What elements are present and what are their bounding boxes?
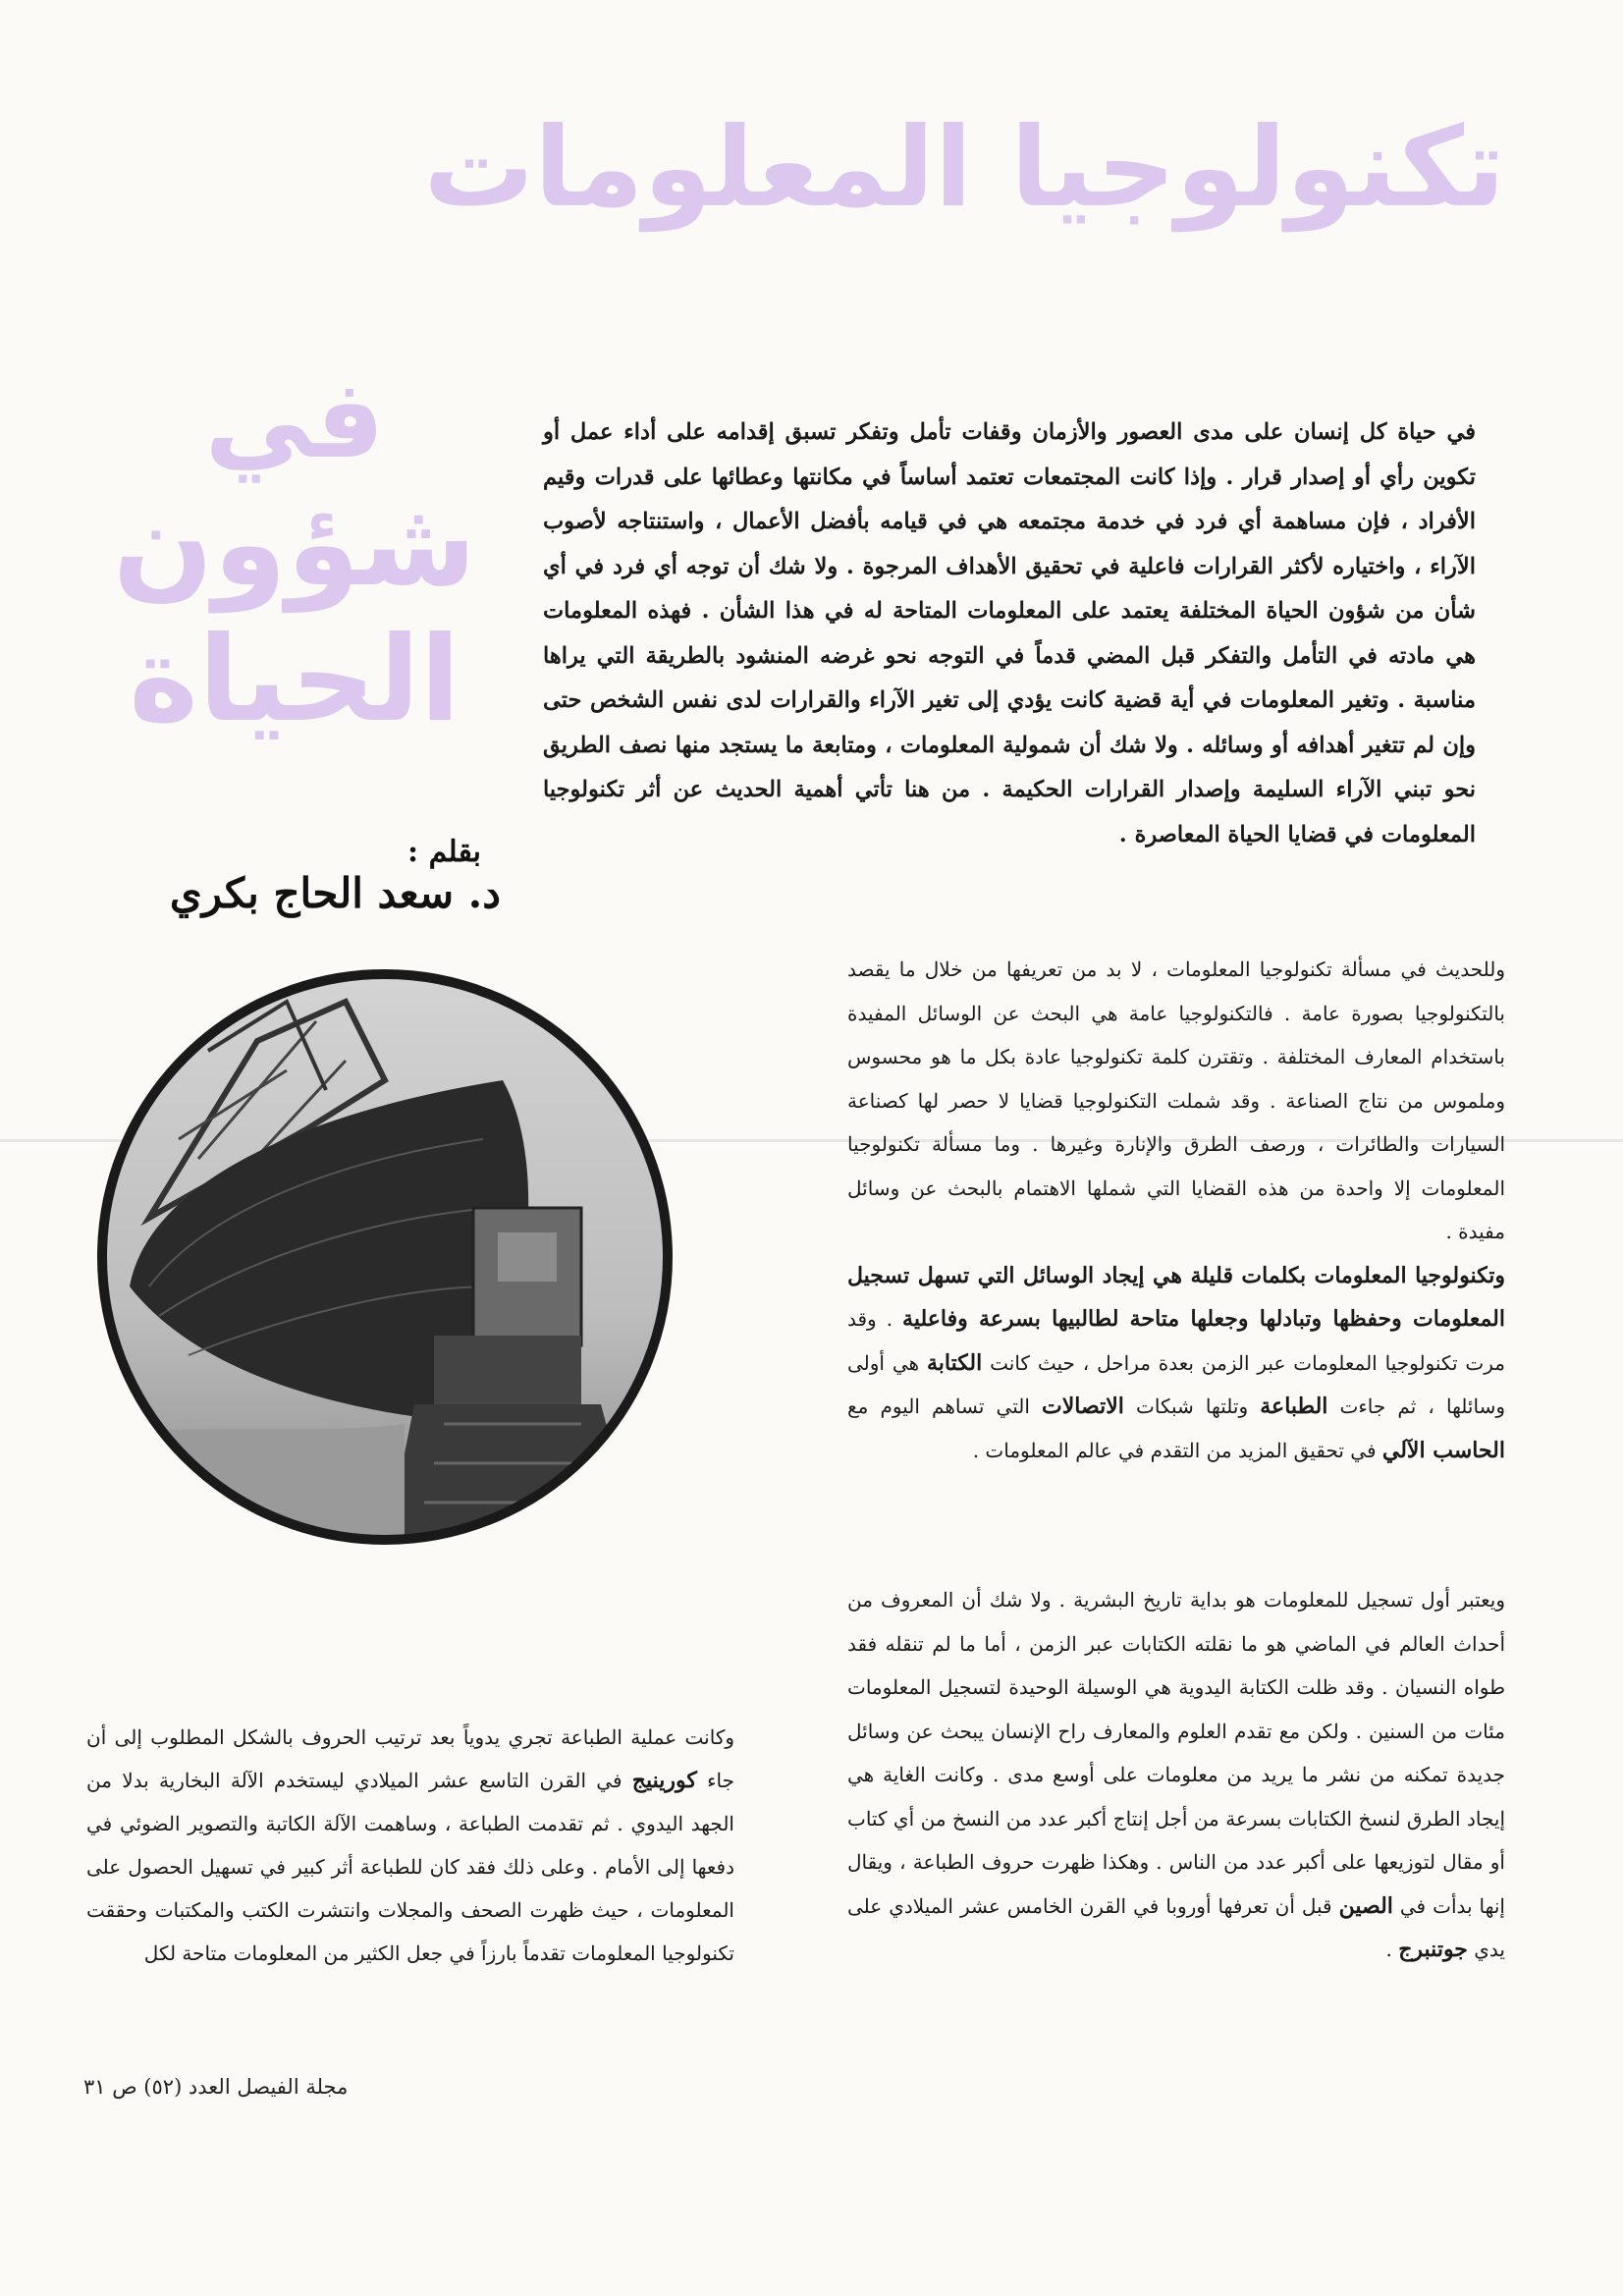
text-run: . وقد مرت تكنولوجيا المعلومات عبر الزمن بعدة مراحل ، حيث كانت bbox=[847, 1307, 1505, 1375]
byline-label: بقلم : bbox=[407, 835, 481, 869]
text-run: وتلتها شبكات bbox=[1123, 1394, 1261, 1418]
intro-text: في حياة كل إنسان على مدى العصور والأزمان وقفات تأمل وتفكر تسبق إقدامه على أداء عمل أو تكوين رأي أو إصدار قرار . وإذا كانت المجتمعات تعتمد أساساً في مكانتها وعطائها على قدرات وقيم الأفراد ، فإن مساهمة أي فرد في خدمة مجتمعه هي في قيامه بأفضل الأعمال ، واستنتاجه لأصوب الآراء ، واختياره لأكثر القرارات فاعلية في تحقيق الأهداف المرجوة . ولا شك أن توجه أي فرد في أي شأن من شؤون الحياة المختلفة يعتمد على المعلومات المتاحة له في هذا الشأن . فهذه المعلومات هي مادته في التأمل والتفكر قبل المضي قدماً في التوجه نحو غرضه المنشود بالطريقة التي يراها مناسبة . وتغير المعلومات في أية قضية كانت يؤدي إلى تغير الآراء والقرارات لدى نفس الشخص حتى وإن لم تتغير أهدافه أو وسائله . ولا شك أن شمولية المعلومات ، ومتابعة ما يستجد منها نصف الطريق نحو تبني الآراء السليمة وإصدار القرارات الحكيمة . من هنا تأتي أهمية الحديث عن أثر تكنولوجيا المعلومات في قضايا الحياة المعاصرة . bbox=[543, 419, 1476, 847]
body-column-right-upper bbox=[847, 948, 1505, 1472]
subtitle-line-1: في bbox=[204, 356, 385, 482]
keyword-printing: الطباعة bbox=[1260, 1394, 1328, 1419]
text-run: ويعتبر أول تسجيل للمعلومات هو بداية تاريخ البشرية . ولا شك أن المعروف من أحداث العالم في الماضي هو ما نقلته الكتابات عبر الزمن ، أما ما لم تنقله فقد طواه النسيان . وقد ظلت الكتابة اليدوية هي الوسيلة الوحيدة لتسجيل المعلومات مئات من السنين . ولكن مع تقدم العلوم والمعارف راح الإنسان يبحث عن وسائل جديدة تمكنه من نشر ما يريد من معلومات على أوسع مدى . وكانت الغاية هي إيجاد الطرق لنسخ الكتابات بسرعة من أجل إنتاج أكبر عدد من النسخ من أي كتاب أو مقال لتوزيعها على أكبر عدد من الناس . وهكذا ظهرت حروف الطباعة ، ويقال إنها بدأت في bbox=[847, 1588, 1505, 1918]
keyword-communications: الاتصالات bbox=[1042, 1394, 1124, 1419]
body-column-left bbox=[86, 1716, 734, 1975]
body-column-right-lower bbox=[847, 1578, 1505, 1972]
keyword-computer: الحاسب الآلي bbox=[1381, 1437, 1505, 1463]
article-subtitle bbox=[88, 356, 501, 748]
body-paragraph-3 bbox=[847, 1578, 1505, 1972]
author-name: د. سعد الحاج بكري bbox=[169, 869, 501, 917]
satellite-dish-photo bbox=[90, 962, 679, 1552]
keyword-writing: الكتابة bbox=[926, 1349, 983, 1376]
page-footer-folio: مجلة الفيصل العدد (٥٢) ص ٣١ bbox=[83, 2075, 349, 2099]
satellite-dish-illustration bbox=[90, 962, 679, 1552]
text-run: قبل أن تعرفها أوروبا في القرن الخامس عشر الميلادي على يدي bbox=[847, 1893, 1505, 1961]
text-run: التي تساهم اليوم مع bbox=[847, 1394, 1043, 1418]
text-run: في القرن التاسع عشر الميلادي ليستخدم الآلة البخارية بدلا من الجهد اليدوي . ثم تقدمت الطباعة ، وساهمت الآلة الكاتبة والتصوير الضوئي في دفعها إلى الأمام . وعلى ذلك فقد كان للطباعة أثر كبير في تسهيل الحصول على المعلومات ، حيث ظهرت الصحف والمجلات وانتشرت الكتب والمكتبات وحققت تكنولوجيا المعلومات تقدماً بارزاً في جعل الكثير من المعلومات متاحة لكل bbox=[86, 1769, 734, 1965]
article-title: تكنولوجيا المعلومات bbox=[423, 104, 1505, 232]
keyword-koenig: كورينيج bbox=[631, 1768, 697, 1793]
keyword-gutenberg: جوتنبرج bbox=[1398, 1937, 1468, 1962]
definition-highlight: وتكنولوجيا المعلومات بكلمات قليلة هي إيجاد الوسائل التي تسهل تسجيل المعلومات وحفظها وتبادلها وجعلها متاحة لطالبيها بسرعة وفاعلية bbox=[847, 1262, 1505, 1332]
body-paragraph-4 bbox=[86, 1716, 734, 1975]
subtitle-line-2: شؤون bbox=[112, 475, 477, 613]
text-run: هي أولى وسائلها ، ثم جاءت bbox=[847, 1350, 1506, 1418]
text-run: وكانت عملية الطباعة تجري يدوياً بعد ترتيب الحروف بالشكل المطلوب إلى أن جاء bbox=[86, 1725, 735, 1792]
text-run: في تحقيق المزيد من التقدم في عالم المعلومات . bbox=[972, 1438, 1382, 1462]
subtitle-line-3: الحياة bbox=[129, 611, 460, 748]
text-run: . bbox=[1385, 1938, 1399, 1961]
keyword-china: الصين bbox=[1338, 1892, 1393, 1919]
body-paragraph-2 bbox=[847, 1254, 1505, 1473]
intro-paragraph bbox=[543, 410, 1476, 857]
body-paragraph-1: وللحديث في مسألة تكنولوجيا المعلومات ، لا بد من تعريفها من خلال ما يقصد بالتكنولوجيا بصورة عامة . فالتكنولوجيا عامة هي البحث عن الوسائل المفيدة باستخدام المعارف المختلفة . وتقترن كلمة تكنولوجيا عادة بكل ما هو محسوس وملموس من نتاج الصناعة . وقد شملت التكنولوجيا قضايا لا حصر لها كصناعة السيارات والطائرات ، ورصف الطرق والإنارة وغيرها . وما مسألة تكنولوجيا المعلومات إلا واحدة من هذه القضايا التي شملها الاهتمام بالبحث عن وسائل مفيدة . bbox=[847, 957, 1505, 1243]
byline bbox=[88, 835, 501, 917]
